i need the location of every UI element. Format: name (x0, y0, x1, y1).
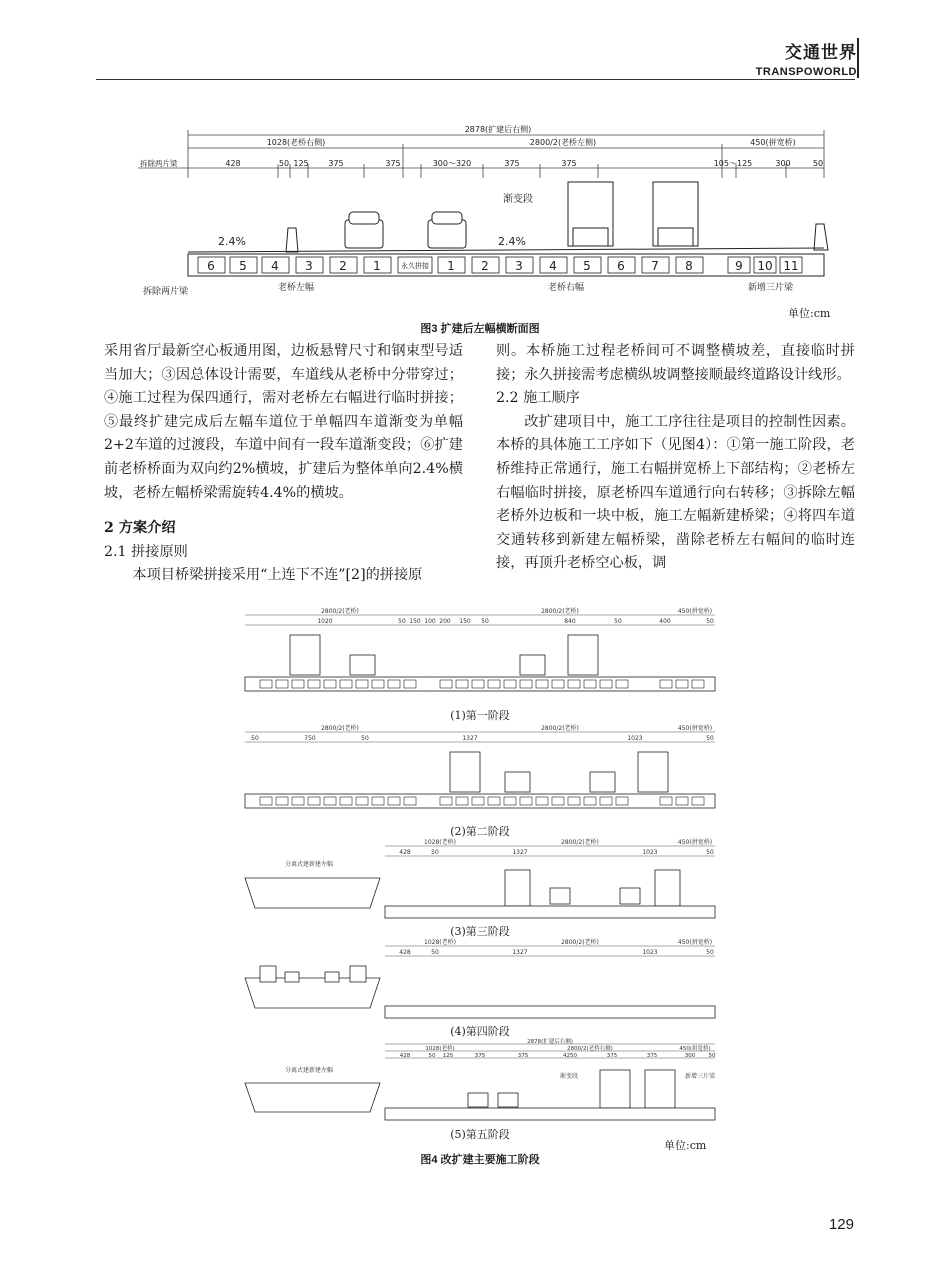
slab-number: 6 (207, 259, 215, 273)
slab-number: 10 (757, 259, 773, 273)
dim: 375 (646, 1053, 658, 1059)
slab-number: 5 (239, 259, 247, 273)
dim: 200 (439, 618, 451, 625)
slab-number: 4 (271, 259, 279, 273)
dim: 2800/2(老桥) (321, 608, 359, 615)
dim-375d: 375 (561, 159, 577, 168)
dim: 50 (706, 618, 714, 625)
page-number: 129 (828, 1216, 854, 1233)
dim: 50 (251, 735, 259, 742)
dim-300: 300 (775, 159, 791, 168)
dim: 2800/2(老桥) (321, 725, 359, 732)
dim: 1020 (317, 618, 333, 625)
stage4-label: (4)第四阶段 (450, 1025, 510, 1038)
dim: 1023 (627, 735, 643, 742)
masthead (756, 38, 857, 78)
figure4-stage3 (240, 838, 720, 922)
label-remove: 拆除两片梁 (143, 287, 189, 297)
dim: 400 (659, 618, 671, 625)
figure4-unit: 单位:cm (664, 1139, 707, 1152)
dim-105-125: 105～125 (713, 159, 753, 168)
dim: 50 (481, 618, 489, 625)
section-heading: 2 方案介绍 (104, 520, 176, 537)
subsection-heading-1: 2.1 拼接原则 (104, 543, 188, 560)
stage1-label: (1)第一阶段 (450, 709, 510, 722)
dim: 50 (706, 949, 714, 956)
note: 分离式建新建左幅 (285, 861, 334, 868)
right-column (496, 340, 855, 576)
dim: 450(拼宽桥) (677, 839, 713, 846)
dim: 375 (517, 1053, 529, 1059)
dim: 100 (424, 618, 436, 625)
left-para2: 本项目桥梁拼接采用“上连下不连”[2]的拼接原 (132, 567, 423, 584)
slab-number: 4 (549, 259, 557, 273)
dim: 750 (304, 735, 316, 742)
masthead-bar (857, 38, 859, 78)
dim: 1028(老桥) (425, 1046, 455, 1052)
dim: 1028(老桥) (424, 839, 456, 846)
right-para1: 则。本桥施工过程老桥间可不调整横坡差，直接临时拼接；永久拼接需考虑横纵坡调整接顺最终道路设计线形。 (496, 343, 855, 383)
figure4-stage4 (240, 938, 720, 1022)
dim: 1327 (512, 949, 528, 956)
slab-number: 2 (481, 259, 489, 273)
figure4-stage5 (240, 1038, 720, 1126)
dim: 428 (399, 1053, 411, 1059)
journal-title-cn: 交通世界 (785, 43, 857, 63)
left-para1: 采用省厅最新空心板通用图，边板悬臂尺寸和钢束型号适当加大；③因总体设计需要，车道线从老桥中分带穿过；④施工过程为保四通行，需对老桥左右幅进行临时拼接；⑤最终扩建完成后左幅车道位于单幅四车道渐变为单幅2+2车道的过渡段，车道中间有一段车道渐变段；⑥扩建前老桥桥面为双向约2%横坡，扩建后为整体单向2.4%横坡，老桥左幅桥梁需旋转4.4%的横坡。 (104, 343, 463, 501)
subsection-heading-2: 2.2 施工顺序 (496, 390, 580, 407)
dim-50b: 50 (812, 159, 824, 168)
dim: 300 (684, 1053, 696, 1059)
slab-number: 9 (735, 259, 743, 273)
slab-number: 7 (651, 259, 659, 273)
dim: 2800/2(老桥) (541, 608, 579, 615)
slope-left: 2.4% (218, 235, 246, 248)
dim: 125 (442, 1053, 454, 1059)
dim: 375 (474, 1053, 486, 1059)
figure4-caption: 图4 改扩建主要施工阶段 (420, 1154, 540, 1166)
dim: 428 (399, 849, 411, 856)
dim: 50 (428, 1053, 436, 1059)
joint-label: 永久拼接 (401, 262, 429, 270)
left-column (104, 340, 463, 588)
slab-number: 5 (583, 259, 591, 273)
dim: 1023 (642, 949, 658, 956)
dim: 2800/2(老桥) (561, 839, 599, 846)
slab-number: 1 (447, 259, 455, 273)
slab-number: 3 (305, 259, 313, 273)
dim-50a: 50 (278, 159, 290, 168)
note: 渐变段 (560, 1073, 579, 1080)
dim: 2800/2(老桥右侧) (567, 1046, 613, 1052)
dim: 1327 (512, 849, 528, 856)
dim: 840 (564, 618, 576, 625)
dim: 50 (431, 949, 439, 956)
dim: 2878(扩建后右侧) (527, 1039, 573, 1045)
dim: 50 (361, 735, 369, 742)
slab-number: 2 (339, 259, 347, 273)
dim-300-320: 300～320 (432, 159, 472, 168)
slab-number: 11 (783, 259, 799, 273)
dim-375b: 375 (385, 159, 401, 168)
dim: 450(拼宽桥) (679, 1046, 711, 1052)
dim-375c: 375 (504, 159, 520, 168)
stage5-label: (5)第五阶段 (450, 1128, 510, 1141)
dim: 428 (399, 949, 411, 956)
dim: 1327 (462, 735, 478, 742)
dim: 450(拼宽桥) (677, 608, 713, 615)
dim: 2800/2(老桥) (561, 939, 599, 946)
slab-number: 6 (617, 259, 625, 273)
dim: 50 (708, 1053, 716, 1059)
figure3-drawing (138, 120, 833, 300)
label-new-three: 新增三片梁 (748, 283, 794, 293)
figure4-stage2 (240, 722, 720, 822)
dim: 375 (606, 1053, 618, 1059)
dim-remove: 拆除两片梁 (140, 159, 178, 168)
dim-widen: 450(拼宽桥) (750, 138, 796, 147)
note: 分离式建新建左幅 (285, 1067, 334, 1074)
dim-428: 428 (225, 159, 241, 168)
dim-total: 2878(扩建后右侧) (464, 125, 532, 134)
dim: 50 (706, 735, 714, 742)
header-rule (96, 79, 855, 80)
dim: 450(拼宽桥) (677, 725, 713, 732)
figure3-caption: 图3 扩建后左幅横断面图 (420, 323, 540, 335)
stage3-label: (3)第三阶段 (450, 925, 510, 938)
dim: 1023 (642, 849, 658, 856)
slope-right: 2.4% (498, 235, 526, 248)
dim: 1028(老桥) (424, 939, 456, 946)
dim: 50 (431, 849, 439, 856)
dim-375a: 375 (328, 159, 344, 168)
slab-number: 1 (373, 259, 381, 273)
stage2-label: (2)第二阶段 (450, 825, 510, 838)
dim: 150 (459, 618, 471, 625)
dim-old-right: 1028(老桥右侧) (266, 138, 326, 147)
figure4-stage1 (240, 605, 720, 705)
dim: 50 (706, 849, 714, 856)
figure3-unit: 单位:cm (788, 307, 831, 320)
dim: 450(拼宽桥) (677, 939, 713, 946)
dim: 150 (409, 618, 421, 625)
note: 新增三片梁 (685, 1073, 716, 1080)
label-old-left: 老桥左幅 (278, 283, 315, 293)
slab-number: 8 (685, 259, 693, 273)
journal-title-en: TRANSPOWORLD (755, 66, 857, 78)
dim: 50 (398, 618, 406, 625)
slab-number: 3 (515, 259, 523, 273)
dim: 50 (614, 618, 622, 625)
label-old-right: 老桥右幅 (548, 283, 585, 293)
dim: 2800/2(老桥) (541, 725, 579, 732)
dim-125: 125 (293, 159, 309, 168)
right-para2: 改扩建项目中，施工工序往往是项目的控制性因素。本桥的具体施工工序如下（见图4）：①第一施工阶段，老桥维持正常通行，施工右幅拼宽桥上下部结构；②老桥左右幅临时拼接，原老桥四车道通行向右转移；③拆除左幅老桥外边板和一块中板，施工左幅新建桥梁；④将四车道交通转移到新建左幅桥梁，凿除老桥左右幅间的临时连接，再顶升老桥空心板，调 (496, 413, 855, 572)
dim-old-left: 2800/2(老桥左侧) (529, 138, 597, 147)
transition-label: 渐变段 (503, 194, 533, 205)
dim: 4250 (563, 1053, 577, 1059)
